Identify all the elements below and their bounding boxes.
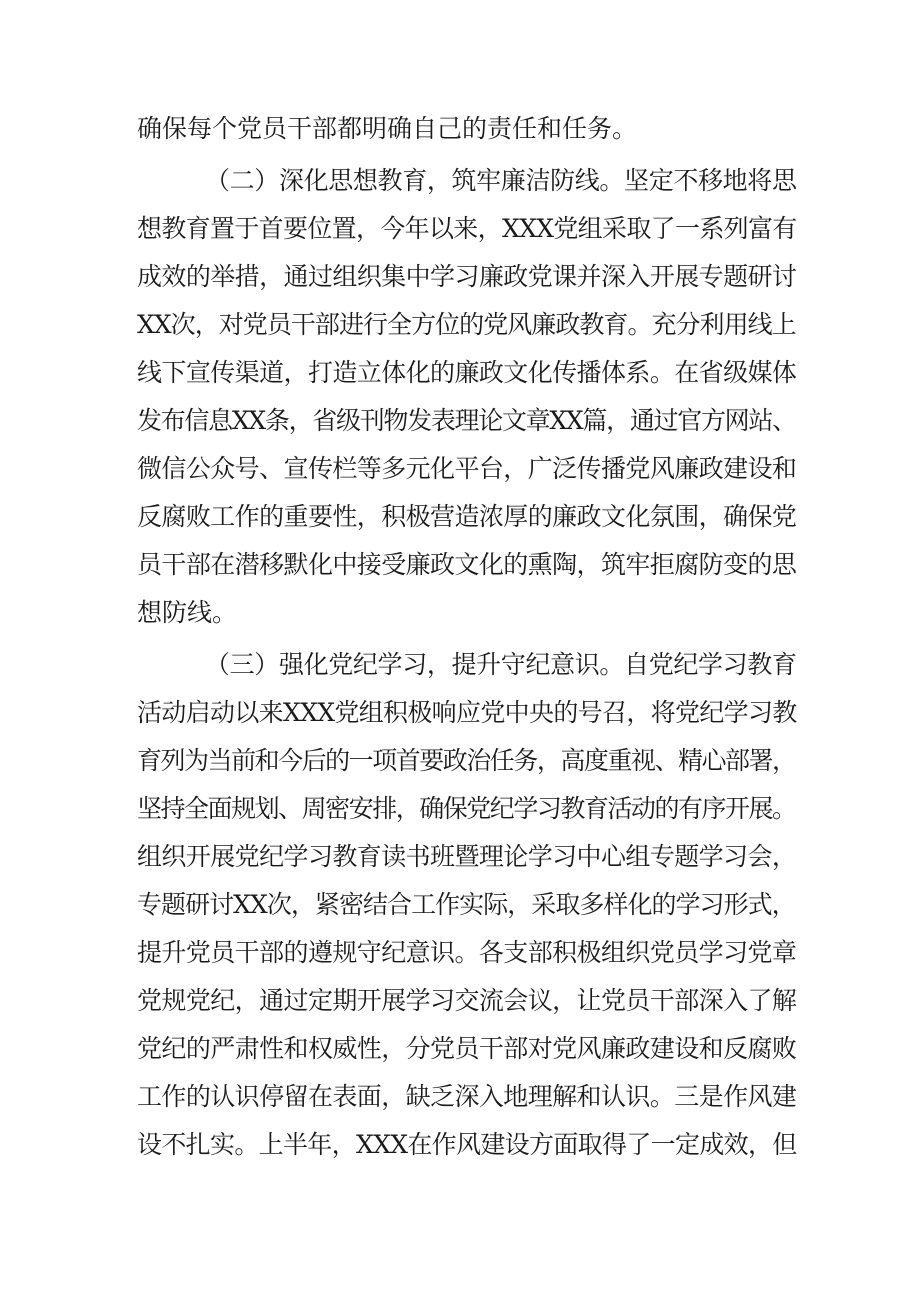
text-line: 党纪的严肃性和权威性，分党员干部对党风廉政建设和反腐败 [137, 1034, 797, 1063]
section-heading-line: （三）强化党纪学习，提升守纪意识。自党纪学习教育 [205, 650, 797, 679]
text-line: 设不扎实。上半年，XXX在作风建设方面取得了一定成效，但 [137, 1130, 797, 1159]
text-line: 育列为当前和今后的一项首要政治任务，高度重视、精心部署， [137, 746, 796, 775]
text-line: 组织开展党纪学习教育读书班暨理论学习中心组专题学习会， [137, 842, 797, 871]
text-line: 成效的举措，通过组织集中学习廉政党课并深入开展专题研讨 [137, 262, 797, 291]
text-line: 线下宣传渠道，打造立体化的廉政文化传播体系。在省级媒体 [137, 358, 797, 387]
text-line: 专题研讨XX次，紧密结合工作实际，采取多样化的学习形式， [137, 890, 796, 919]
text-line: 党规党纪，通过定期开展学习交流会议，让党员干部深入了解 [137, 986, 797, 1015]
text-line: 确保每个党员干部都明确自己的责任和任务。 [137, 114, 638, 143]
text-line: 活动启动以来XXX党组积极响应党中央的号召，将党纪学习教 [137, 698, 797, 727]
text-line: 反腐败工作的重要性，积极营造浓厚的廉政文化氛围，确保党 [137, 502, 797, 531]
text-line: 提升党员干部的遵规守纪意识。各支部积极组织党员学习党章 [137, 938, 797, 967]
text-line: 微信公众号、宣传栏等多元化平台，广泛传播党风廉政建设和 [137, 454, 797, 483]
text-line: 员干部在潜移默化中接受廉政文化的熏陶，筑牢拒腐防变的思 [137, 550, 797, 579]
section-heading-line: （二）深化思想教育，筑牢廉洁防线。坚定不移地将思 [205, 166, 797, 195]
text-line: 想防线。 [137, 598, 238, 627]
text-line: 想教育置于首要位置，今年以来，XXX党组采取了一系列富有 [137, 214, 797, 243]
text-line: 工作的认识停留在表面，缺乏深入地理解和认识。三是作风建 [137, 1082, 797, 1111]
text-line: 发布信息XX条，省级刊物发表理论文章XX篇，通过官方网站、 [137, 406, 796, 435]
text-line: 坚持全面规划、周密安排，确保党纪学习教育活动的有序开展。 [137, 794, 796, 823]
text-line: XX次，对党员干部进行全方位的党风廉政教育。充分利用线上 [137, 310, 796, 339]
